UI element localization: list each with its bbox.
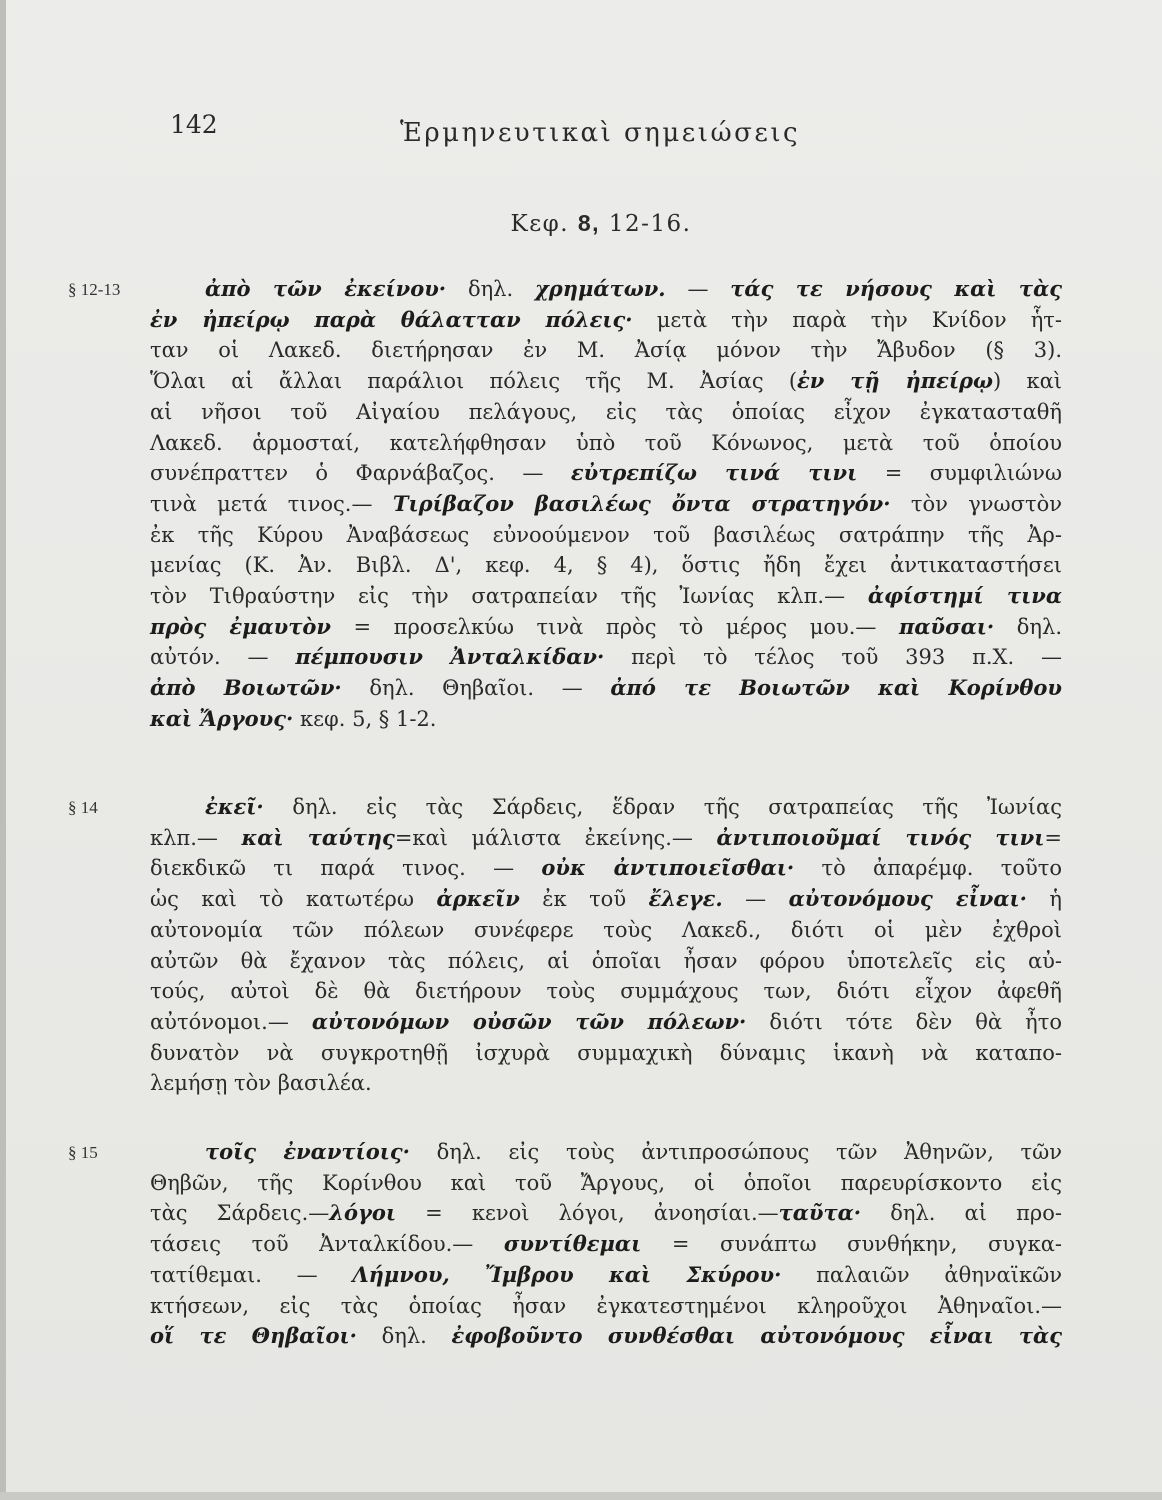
lemma-text: οὐκ ἀντιποιεῖσθαι· — [541, 855, 795, 881]
text-line — [150, 520, 1062, 550]
text-line — [150, 428, 1062, 458]
commentary-text: αἱ νῆσοι τοῦ Αἰγαίου πελάγους, εἰς τὰς ὁποίας εἶχον ἐγκατασταθῆ — [150, 399, 1062, 424]
commentary-text: = συμφιλιώνω — [857, 461, 1062, 486]
commentary-text: ἐκ τῆς Κύρου Ἀναβάσεως εὐνοούμενον τοῦ βασιλέως σατράπην τῆς Ἀρ- — [150, 522, 1062, 547]
commentary-text: κεφ. 5, § 1-2. — [293, 706, 437, 731]
text-line — [150, 673, 1062, 703]
lemma-text: λόγοι — [329, 1200, 397, 1226]
commentary-text: τατίθεμαι. — — [150, 1262, 353, 1287]
commentary-text: κλπ.— — [150, 825, 242, 850]
commentary-text: ἡ — [1027, 887, 1063, 912]
commentary-text: Λακεδ. ἁρμοσταί, κατελήφθησαν ὑπὸ τοῦ Κόνωνος, μετὰ τοῦ ὁποίου — [150, 430, 1062, 455]
lemma-text: ἐν τῇ ἠπείρῳ — [797, 368, 994, 394]
commentary-text: μετὰ τὴν παρὰ τὴν Κνίδον ἧτ- — [632, 307, 1063, 332]
commentary-text: αὐτῶν θὰ ἔχανον τὰς πόλεις, αἱ ὁποῖαι ἦσαν φόρου ὑποτελεῖς εἰς αὐ- — [150, 948, 1062, 973]
commentary-text: δηλ. — [994, 614, 1062, 639]
text-line — [205, 1137, 1062, 1167]
commentary-text: δηλ. — [446, 277, 535, 301]
lemma-text: ἀντιποιοῦμαί τινός τινι — [716, 824, 1045, 850]
page-edge-bottom — [0, 1492, 1162, 1500]
commentary-text: = συνάπτω συνθήκην, συγκα- — [641, 1232, 1062, 1257]
commentary-text: τάσεις τοῦ Ἀνταλκίδου.— — [150, 1232, 504, 1257]
lemma-text: ταῦτα· — [778, 1200, 862, 1226]
lemma-text: ἐκεῖ· — [205, 794, 264, 819]
lemma-text: ἀπό τε Βοιωτῶν καὶ Κορίνθου — [610, 675, 1062, 701]
commentary-text: = κενοὶ λόγοι, ἀνοησίαι.— — [396, 1201, 779, 1226]
commentary-text: Θηβῶν, τῆς Κορίνθου καὶ τοῦ Ἄργους, οἱ ὁποῖοι παρευρίσκοντο εἰς — [150, 1170, 1062, 1195]
commentary-text: κτήσεων, εἰς τὰς ὁποίας ἦσαν ἐγκατεστημένοι κληροῦχοι Ἀθηναῖοι.— — [150, 1293, 1062, 1318]
commentary-text: αὐτόν. — — [150, 645, 296, 670]
text-line — [150, 458, 1062, 488]
text-line — [205, 792, 1062, 822]
commentary-text: ) καὶ — [993, 369, 1062, 394]
text-line — [150, 884, 1062, 914]
commentary-text: τὸν Τιθραύστην εἰς τὴν σατραπείαν τῆς Ἰωνίας κλπ.— — [150, 584, 868, 608]
commentary-text: =καὶ μάλιστα ἐκείνης.— — [394, 825, 717, 850]
text-line — [150, 1038, 1062, 1068]
text-line — [150, 397, 1062, 427]
text-line — [150, 1198, 1062, 1228]
commentary-text: τινὰ μετά τινος.— — [150, 491, 393, 516]
commentary-text: ταν οἱ Λακεδ. διετήρησαν ἐν Μ. Ἀσίᾳ μόνον τὴν Ἄβυδον (§ 3). — [150, 338, 1062, 363]
commentary-text: ὡς καὶ τὸ κατωτέρω — [150, 887, 437, 912]
text-line — [150, 550, 1062, 580]
commentary-text: τὸ ἀπαρέμφ. τοῦτο — [794, 856, 1062, 881]
text-line — [150, 1168, 1062, 1198]
text-line — [205, 274, 1062, 304]
commentary-text: δυνατὸν νὰ συγκροτηθῇ ἰσχυρὰ συμμαχικὴ δύναμις ἱκανὴ νὰ καταπο- — [150, 1040, 1062, 1065]
page-number: 142 — [170, 110, 218, 139]
commentary-text: παλαιῶν ἀθηναϊκῶν — [781, 1262, 1062, 1287]
commentary-text: διότι τότε δὲν θὰ ἦτο — [746, 1009, 1062, 1034]
text-line — [150, 642, 1062, 672]
lemma-text: παῦσαι· — [899, 613, 995, 639]
lemma-text: ἔλεγε. — [648, 886, 723, 912]
text-line — [150, 976, 1062, 1006]
lemma-text: πέμπουσιν Ἀνταλκίδαν· — [295, 644, 605, 670]
commentary-text: τὸν γνωστὸν — [890, 491, 1062, 516]
commentary-text: λεμήσῃ τὸν βασιλέα. — [150, 1071, 372, 1096]
lemma-text: αὐτονόμους εἶναι· — [788, 886, 1027, 912]
commentary-text: ἐκ τοῦ — [519, 887, 649, 912]
lemma-text: ἀφίστημί τινα — [867, 583, 1062, 608]
text-line — [150, 1068, 1062, 1098]
commentary-text: δηλ. Θηβαῖοι. — — [341, 676, 611, 701]
lemma-text: καὶ Ἄργους· — [150, 705, 294, 731]
commentary-text: — — [665, 277, 731, 301]
text-line — [150, 853, 1062, 883]
commentary-text: μενίας (Κ. Ἀν. Βιβλ. Δ', κεφ. 4, § 4), ὅστις ἤδη ἔχει ἀντικαταστήσει — [150, 553, 1062, 578]
lemma-text: ἀρκεῖν — [436, 886, 520, 912]
text-line — [150, 489, 1062, 519]
lemma-text: αὐτονόμων οὐσῶν τῶν πόλεων· — [311, 1008, 747, 1034]
commentary-text: δηλ. — [356, 1324, 452, 1349]
chapter-heading — [0, 210, 1162, 237]
lemma-text: ἀπὸ τῶν ἐκείνου· — [205, 276, 447, 301]
commentary-text: διεκδικῶ τι παρά τινος. — — [150, 856, 542, 881]
commentary-text: αὐτόνομοι.— — [150, 1009, 312, 1034]
lemma-text: Τιρίβαζον βασιλέως ὄντα στρατηγόν· — [392, 490, 891, 516]
lemma-text: ἐφοβοῦντο συνθέσθαι αὐτονόμους εἶναι τὰς — [451, 1323, 1062, 1349]
lemma-text: τάς τε νήσους καὶ τὰς — [730, 276, 1063, 301]
text-line — [150, 1291, 1062, 1321]
commentary-text: τὰς Σάρδεις.— — [150, 1201, 330, 1226]
lemma-text: Λήμνου, Ἴμβρου καὶ Σκύρου· — [352, 1261, 782, 1287]
lemma-text: καὶ ταύτης — [241, 824, 395, 850]
chapter-number: 8, — [577, 210, 601, 236]
text-line — [150, 704, 1062, 734]
running-title: Ἑρμηνευτικαὶ σημειώσεις — [400, 118, 801, 148]
text-line — [150, 915, 1062, 945]
lemma-text: ἐν ἠπείρῳ παρὰ θάλατταν πόλεις· — [150, 306, 633, 332]
text-line — [150, 946, 1062, 976]
text-line — [150, 305, 1062, 335]
commentary-text: δηλ. εἰς τοὺς ἀντιπροσώπους τῶν Ἀθηνῶν, τῶν — [409, 1140, 1062, 1164]
section-label: § 14 — [68, 798, 98, 817]
commentary-text: Ὅλαι αἱ ἄλλαι παράλιοι πόλεις τῆς Μ. Ἀσίας ( — [150, 369, 798, 394]
commentary-text: = — [1044, 825, 1063, 850]
text-line — [150, 366, 1062, 396]
chapter-range: 12-16. — [608, 211, 692, 237]
commentary-text: περὶ τὸ τέλος τοῦ 393 π.Χ. — — [604, 645, 1063, 670]
text-line — [150, 1260, 1062, 1290]
text-line — [150, 612, 1062, 642]
lemma-text: εὐτρεπίζω τινά τινι — [570, 460, 858, 486]
lemma-text: χρημάτων. — [535, 276, 666, 301]
lemma-text: οἵ τε Θηβαῖοι· — [150, 1323, 357, 1349]
section-label: § 12-13 — [68, 280, 121, 299]
lemma-text: ἀπὸ Βοιωτῶν· — [150, 675, 342, 701]
text-line — [150, 1007, 1062, 1037]
text-line — [150, 335, 1062, 365]
commentary-text: αὐτονομία τῶν πόλεων συνέφερε τοὺς Λακεδ., διότι οἱ μὲν ἐχθροὶ — [150, 917, 1062, 942]
chapter-prefix: Κεφ. — [510, 211, 570, 237]
commentary-text: τούς, αὐτοὶ δὲ θὰ διετήρουν τοὺς συμμάχους των, διότι εἶχον ἀφεθῆ — [150, 979, 1062, 1004]
commentary-text: συνέπραττεν ὁ Φαρνάβαζος. — — [150, 461, 571, 486]
lemma-text: τοῖς ἐναντίοις· — [205, 1139, 410, 1164]
commentary-text: — — [722, 887, 789, 912]
text-line — [150, 1229, 1062, 1259]
text-line — [150, 823, 1062, 853]
text-line — [150, 1321, 1062, 1351]
lemma-text: συντίθεμαι — [503, 1231, 642, 1257]
text-line — [150, 581, 1062, 611]
commentary-text: δηλ. αἱ προ- — [861, 1201, 1062, 1226]
commentary-text: = προσελκύω τινὰ πρὸς τὸ μέρος μου.— — [330, 614, 899, 639]
commentary-text: δηλ. εἰς τὰς Σάρδεις, ἕδραν τῆς σατραπείας τῆς Ἰωνίας — [263, 795, 1062, 819]
section-label: § 15 — [68, 1143, 98, 1162]
lemma-text: πρὸς ἐμαυτὸν — [150, 613, 331, 639]
